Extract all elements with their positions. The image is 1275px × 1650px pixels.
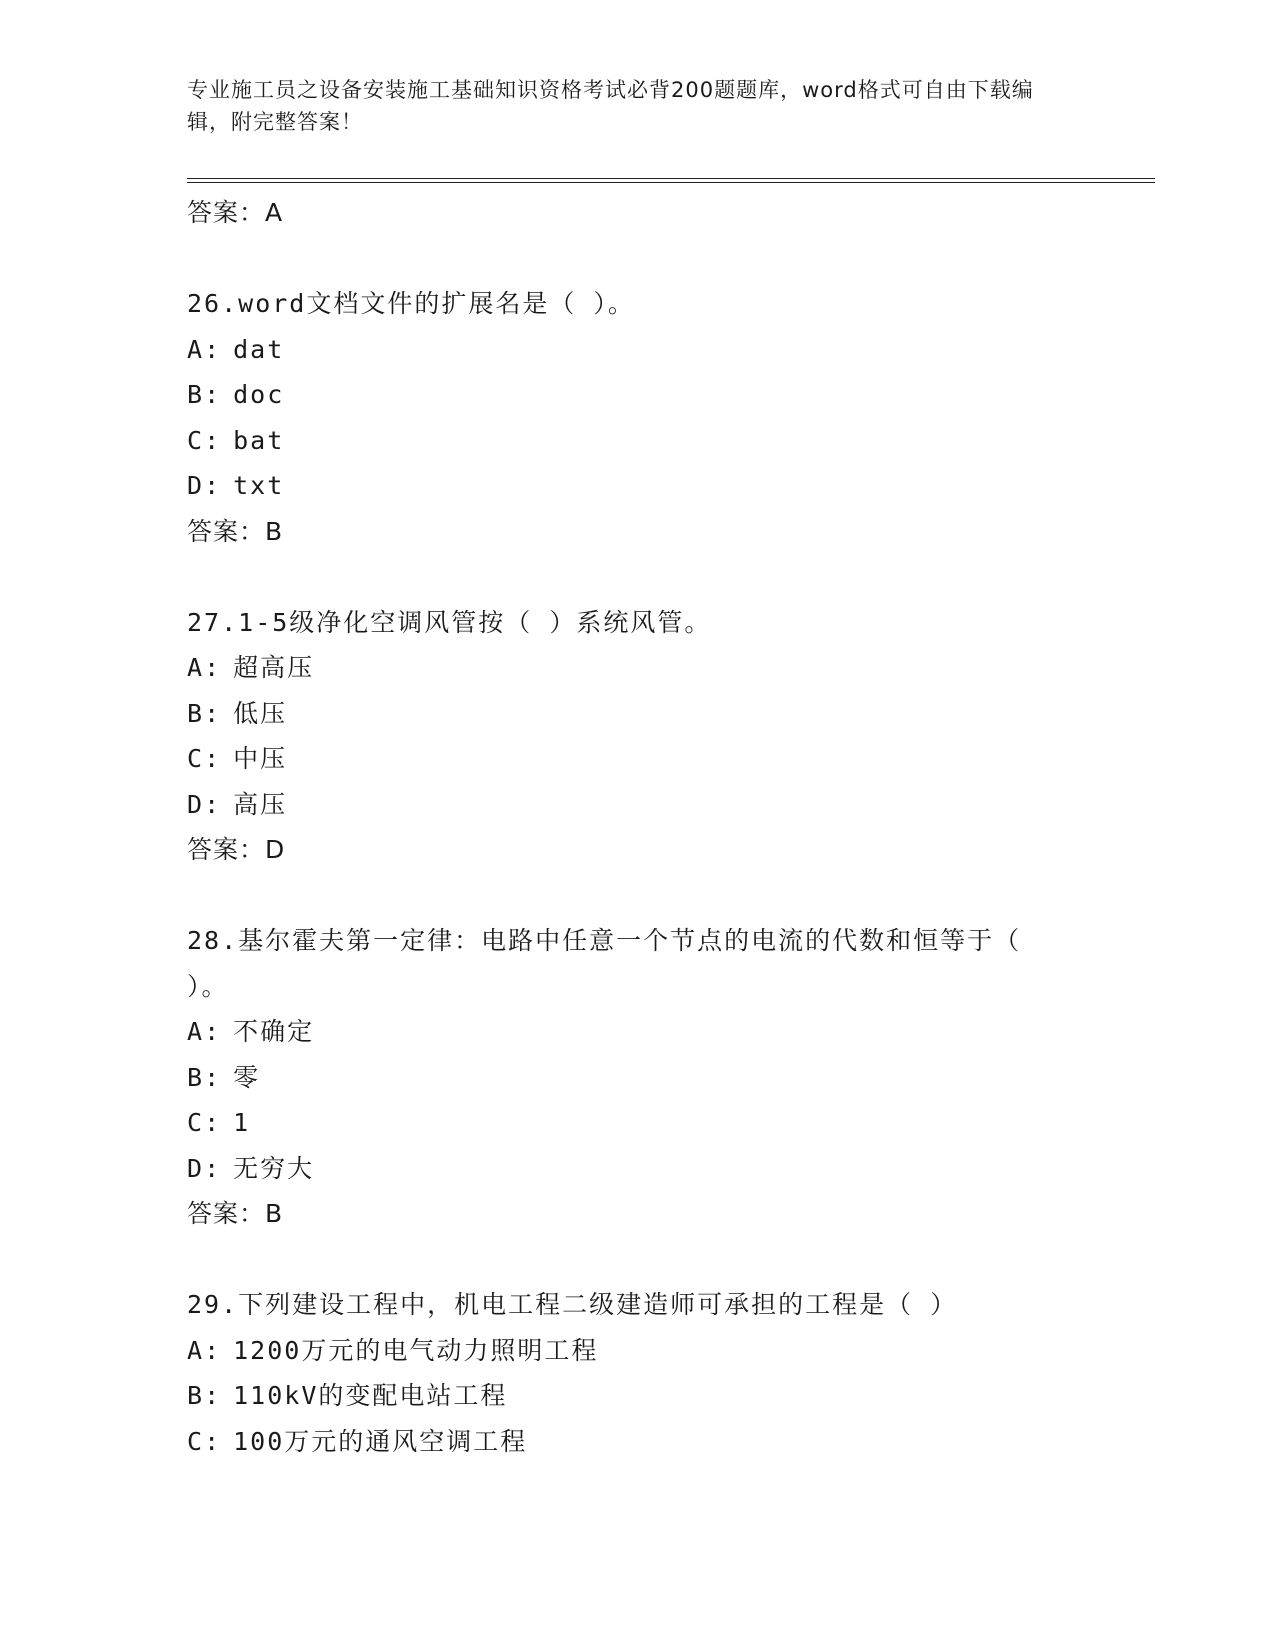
option-a bbox=[187, 327, 1087, 373]
option-letter: B bbox=[187, 698, 205, 728]
option-text: 零 bbox=[233, 1062, 261, 1092]
option-separator: : bbox=[204, 1062, 222, 1092]
option-letter: D bbox=[187, 789, 205, 819]
option-text: bat bbox=[233, 425, 285, 455]
spacer bbox=[187, 872, 1087, 918]
option-d bbox=[187, 463, 1087, 509]
option-separator: : bbox=[204, 1335, 222, 1365]
question-26 bbox=[187, 281, 1087, 554]
option-separator: : bbox=[204, 425, 222, 455]
option-b bbox=[187, 691, 1087, 737]
option-letter: A bbox=[187, 1017, 205, 1046]
option-letter: B bbox=[187, 1381, 205, 1410]
question-stem: 27.1-5级净化空调风管按（ ）系统风管。 bbox=[187, 607, 712, 637]
option-d bbox=[187, 782, 1087, 828]
question-27 bbox=[187, 600, 1087, 873]
option-a bbox=[187, 1009, 1087, 1055]
option-a bbox=[187, 1328, 1087, 1374]
option-text: 无穷大 bbox=[233, 1153, 315, 1183]
question-stem-line-1: 28.基尔霍夫第一定律：电路中任意一个节点的电流的代数和恒等于（ bbox=[187, 926, 1022, 955]
header-rule-bottom bbox=[187, 182, 1155, 183]
option-separator: : bbox=[204, 789, 222, 819]
option-c bbox=[187, 1100, 1087, 1146]
option-separator: : bbox=[204, 1108, 222, 1137]
option-separator: : bbox=[204, 380, 222, 409]
option-separator: : bbox=[204, 1426, 222, 1456]
option-text: 不确定 bbox=[233, 1017, 315, 1046]
option-separator: : bbox=[204, 471, 222, 500]
option-text: doc bbox=[233, 380, 285, 409]
previous-answer: 答案：A bbox=[187, 198, 284, 227]
option-letter: A bbox=[187, 1335, 205, 1365]
answer-28: 答案：B bbox=[187, 1199, 284, 1228]
option-text: 超高压 bbox=[233, 653, 315, 682]
option-c bbox=[187, 418, 1087, 464]
option-text: 1 bbox=[233, 1108, 251, 1137]
spacer bbox=[187, 1236, 1087, 1282]
option-separator: : bbox=[204, 334, 222, 364]
option-separator: : bbox=[204, 653, 222, 682]
option-d bbox=[187, 1146, 1087, 1192]
option-text: 1200万元的电气动力照明工程 bbox=[233, 1335, 599, 1365]
option-separator: : bbox=[204, 744, 222, 773]
option-text: 中压 bbox=[233, 744, 288, 773]
option-letter: B bbox=[187, 380, 205, 409]
answer-26: 答案：B bbox=[187, 516, 284, 546]
document-header bbox=[187, 74, 1067, 138]
option-letter: C bbox=[187, 425, 205, 455]
option-letter: C bbox=[187, 744, 205, 773]
option-b bbox=[187, 1055, 1087, 1101]
option-letter: A bbox=[187, 653, 205, 682]
option-text: 低压 bbox=[233, 698, 288, 728]
option-separator: : bbox=[204, 1153, 222, 1183]
option-letter: D bbox=[187, 471, 205, 500]
header-rule-top bbox=[187, 178, 1155, 179]
option-separator: : bbox=[204, 698, 222, 728]
option-a bbox=[187, 645, 1087, 691]
option-c bbox=[187, 1419, 1087, 1465]
spacer bbox=[187, 235, 1087, 281]
question-28 bbox=[187, 918, 1087, 1236]
option-text: dat bbox=[233, 334, 285, 364]
question-stem-line-2: ）。 bbox=[187, 971, 229, 1001]
option-text: 高压 bbox=[233, 789, 288, 819]
option-b bbox=[187, 372, 1087, 418]
question-stem: 29.下列建设工程中，机电工程二级建造师可承担的工程是（ ） bbox=[187, 1290, 958, 1319]
option-separator: : bbox=[204, 1381, 222, 1410]
option-letter: A bbox=[187, 334, 205, 364]
question-content bbox=[187, 190, 1087, 1464]
answer-27: 答案：D bbox=[187, 835, 286, 864]
option-text: 100万元的通风空调工程 bbox=[233, 1426, 528, 1456]
option-separator: : bbox=[204, 1017, 222, 1046]
option-letter: D bbox=[187, 1153, 205, 1183]
option-text: txt bbox=[233, 471, 285, 500]
option-text: 110kV的变配电站工程 bbox=[233, 1381, 508, 1410]
option-c bbox=[187, 736, 1087, 782]
header-title: 专业施工员之设备安装施工基础知识资格考试必背200题题库，word格式可自由下载编辑，附完整答案！ bbox=[187, 78, 1034, 134]
option-letter: B bbox=[187, 1062, 205, 1092]
question-stem: 26.word文档文件的扩展名是（ ）。 bbox=[187, 289, 635, 318]
option-letter: C bbox=[187, 1426, 205, 1456]
question-29 bbox=[187, 1282, 1087, 1464]
option-letter: C bbox=[187, 1108, 205, 1137]
option-b bbox=[187, 1373, 1087, 1419]
spacer bbox=[187, 554, 1087, 600]
